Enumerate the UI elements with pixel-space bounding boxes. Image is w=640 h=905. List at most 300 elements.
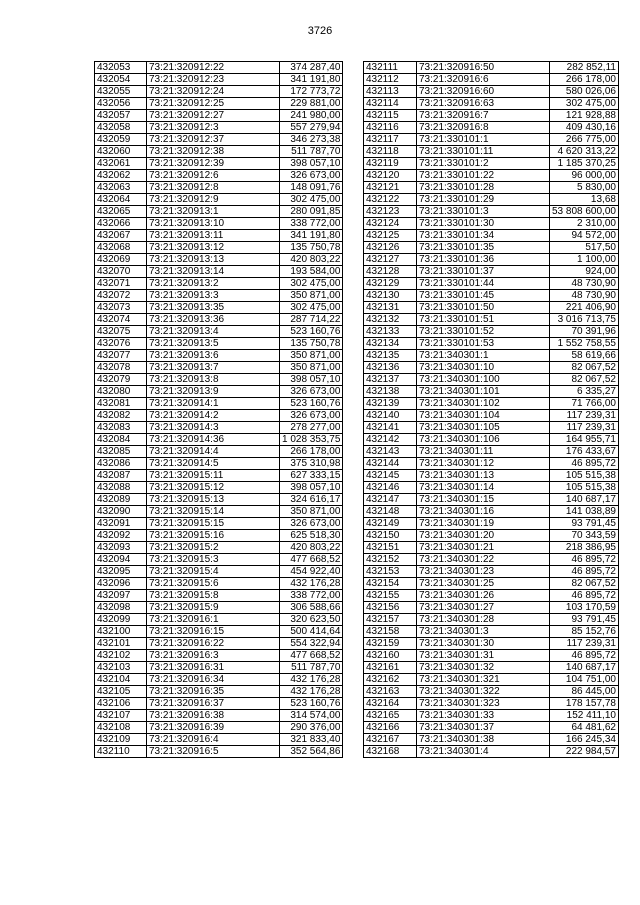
row-number-cell: 432141 [364,422,417,434]
table-row [364,602,619,614]
value-cell: 46 895,72 [550,650,619,662]
value-cell: 176 433,67 [550,446,619,458]
cadastral-number-cell: 73:21:320916:34 [147,674,280,686]
value-cell: 135 750,78 [280,242,343,254]
table-row [95,350,343,362]
row-number-cell: 432133 [364,326,417,338]
table-row [364,626,619,638]
cadastral-number-cell: 73:21:320915:15 [147,518,280,530]
row-number-cell: 432149 [364,518,417,530]
table-row [364,230,619,242]
cadastral-number-cell: 73:21:340301:11 [417,446,550,458]
row-number-cell: 432096 [95,578,147,590]
table-row [364,518,619,530]
cadastral-number-cell: 73:21:340301:21 [417,542,550,554]
cadastral-number-cell: 73:21:320914:36 [147,434,280,446]
cadastral-number-cell: 73:21:340301:15 [417,494,550,506]
value-cell: 352 564,86 [280,746,343,758]
row-number-cell: 432121 [364,182,417,194]
row-number-cell: 432107 [95,710,147,722]
value-cell: 166 245,34 [550,734,619,746]
value-cell: 302 475,00 [280,302,343,314]
table-row [95,518,343,530]
row-number-cell: 432072 [95,290,147,302]
row-number-cell: 432054 [95,74,147,86]
cadastral-number-cell: 73:21:330101:44 [417,278,550,290]
row-number-cell: 432081 [95,398,147,410]
row-number-cell: 432055 [95,86,147,98]
value-cell: 1 552 758,55 [550,338,619,350]
row-number-cell: 432083 [95,422,147,434]
table-row [364,326,619,338]
cadastral-number-cell: 73:21:330101:35 [417,242,550,254]
value-cell: 82 067,52 [550,362,619,374]
value-cell: 1 100,00 [550,254,619,266]
row-number-cell: 432131 [364,302,417,314]
row-number-cell: 432124 [364,218,417,230]
value-cell: 103 170,59 [550,602,619,614]
table-row [95,722,343,734]
value-cell: 346 273,38 [280,134,343,146]
row-number-cell: 432162 [364,674,417,686]
row-number-cell: 432094 [95,554,147,566]
row-number-cell: 432067 [95,230,147,242]
table-row [95,362,343,374]
table-row [364,530,619,542]
value-cell: 523 160,76 [280,698,343,710]
row-number-cell: 432125 [364,230,417,242]
table-row [95,98,343,110]
row-number-cell: 432139 [364,398,417,410]
right-table [363,61,619,758]
value-cell: 105 515,38 [550,482,619,494]
row-number-cell: 432134 [364,338,417,350]
table-row [364,194,619,206]
table-row [95,194,343,206]
row-number-cell: 432071 [95,278,147,290]
table-row [364,182,619,194]
row-number-cell: 432118 [364,146,417,158]
row-number-cell: 432104 [95,674,147,686]
value-cell: 302 475,00 [550,98,619,110]
value-cell: 321 833,40 [280,734,343,746]
row-number-cell: 432138 [364,386,417,398]
cadastral-number-cell: 73:21:320913:36 [147,314,280,326]
row-number-cell: 432103 [95,662,147,674]
cadastral-number-cell: 73:21:330101:1 [417,134,550,146]
table-row [364,86,619,98]
cadastral-number-cell: 73:21:340301:38 [417,734,550,746]
cadastral-number-cell: 73:21:320916:31 [147,662,280,674]
cadastral-number-cell: 73:21:320913:11 [147,230,280,242]
value-cell: 86 445,00 [550,686,619,698]
row-number-cell: 432130 [364,290,417,302]
cadastral-number-cell: 73:21:330101:53 [417,338,550,350]
row-number-cell: 432151 [364,542,417,554]
cadastral-number-cell: 73:21:340301:31 [417,650,550,662]
value-cell: 306 588,66 [280,602,343,614]
row-number-cell: 432136 [364,362,417,374]
table-row [364,554,619,566]
value-cell: 121 928,88 [550,110,619,122]
cadastral-number-cell: 73:21:320913:13 [147,254,280,266]
table-row [364,134,619,146]
page-number: 3726 [307,25,333,37]
row-number-cell: 432093 [95,542,147,554]
row-number-cell: 432157 [364,614,417,626]
table-row [95,170,343,182]
value-cell: 82 067,52 [550,578,619,590]
value-cell: 117 239,31 [550,638,619,650]
value-cell: 4 620 313,22 [550,146,619,158]
cadastral-number-cell: 73:21:320916:5 [147,746,280,758]
value-cell: 523 160,76 [280,326,343,338]
row-number-cell: 432127 [364,254,417,266]
value-cell: 93 791,45 [550,614,619,626]
cadastral-number-cell: 73:21:320915:11 [147,470,280,482]
cadastral-number-cell: 73:21:340301:12 [417,458,550,470]
cadastral-number-cell: 73:21:330101:28 [417,182,550,194]
cadastral-number-cell: 73:21:340301:26 [417,590,550,602]
table-row [364,278,619,290]
table-row [95,470,343,482]
value-cell: 290 376,00 [280,722,343,734]
cadastral-number-cell: 73:21:320913:4 [147,326,280,338]
value-cell: 627 333,15 [280,470,343,482]
table-row [364,266,619,278]
value-cell: 432 176,28 [280,674,343,686]
cadastral-number-cell: 73:21:320912:8 [147,182,280,194]
cadastral-number-cell: 73:21:340301:25 [417,578,550,590]
cadastral-number-cell: 73:21:320913:35 [147,302,280,314]
row-number-cell: 432073 [95,302,147,314]
value-cell: 1 028 353,75 [280,434,343,446]
table-row [364,458,619,470]
cadastral-number-cell: 73:21:320916:6 [417,74,550,86]
table-row [364,494,619,506]
row-number-cell: 432132 [364,314,417,326]
cadastral-number-cell: 73:21:340301:102 [417,398,550,410]
cadastral-number-cell: 73:21:340301:20 [417,530,550,542]
row-number-cell: 432113 [364,86,417,98]
table-row [95,662,343,674]
value-cell: 135 750,78 [280,338,343,350]
left-table [94,61,343,758]
table-row [95,158,343,170]
table-row [95,734,343,746]
cadastral-number-cell: 73:21:320915:16 [147,530,280,542]
row-number-cell: 432061 [95,158,147,170]
value-cell: 350 871,00 [280,290,343,302]
row-number-cell: 432152 [364,554,417,566]
value-cell: 432 176,28 [280,686,343,698]
table-row [95,62,343,74]
value-cell: 2 310,00 [550,218,619,230]
table-row [95,446,343,458]
cadastral-number-cell: 73:21:320912:22 [147,62,280,74]
table-row [364,74,619,86]
cadastral-number-cell: 73:21:320913:8 [147,374,280,386]
table-row [95,146,343,158]
row-number-cell: 432123 [364,206,417,218]
value-cell: 523 160,76 [280,398,343,410]
row-number-cell: 432089 [95,494,147,506]
row-number-cell: 432098 [95,602,147,614]
value-cell: 46 895,72 [550,566,619,578]
row-number-cell: 432148 [364,506,417,518]
row-number-cell: 432064 [95,194,147,206]
value-cell: 314 574,00 [280,710,343,722]
row-number-cell: 432084 [95,434,147,446]
value-cell: 341 191,80 [280,74,343,86]
row-number-cell: 432158 [364,626,417,638]
table-row [95,254,343,266]
row-number-cell: 432117 [364,134,417,146]
table-row [95,650,343,662]
table-row [364,434,619,446]
table-row [95,290,343,302]
cadastral-number-cell: 73:21:320916:7 [417,110,550,122]
row-number-cell: 432163 [364,686,417,698]
table-row [95,422,343,434]
cadastral-number-cell: 73:21:320915:2 [147,542,280,554]
value-cell: 178 157,78 [550,698,619,710]
cadastral-number-cell: 73:21:320912:23 [147,74,280,86]
value-cell: 82 067,52 [550,374,619,386]
cadastral-number-cell: 73:21:320913:12 [147,242,280,254]
cadastral-number-cell: 73:21:320913:1 [147,206,280,218]
table-row [364,374,619,386]
value-cell: 280 091,85 [280,206,343,218]
table-row [364,674,619,686]
row-number-cell: 432091 [95,518,147,530]
row-number-cell: 432126 [364,242,417,254]
cadastral-number-cell: 73:21:320916:38 [147,710,280,722]
value-cell: 141 038,89 [550,506,619,518]
row-number-cell: 432060 [95,146,147,158]
value-cell: 278 277,00 [280,422,343,434]
value-cell: 302 475,00 [280,278,343,290]
table-row [95,710,343,722]
table-row [95,638,343,650]
value-cell: 46 895,72 [550,590,619,602]
value-cell: 58 619,66 [550,350,619,362]
cadastral-number-cell: 73:21:320916:50 [417,62,550,74]
row-number-cell: 432099 [95,614,147,626]
value-cell: 71 766,00 [550,398,619,410]
table-row [364,206,619,218]
value-cell: 222 984,57 [550,746,619,758]
row-number-cell: 432059 [95,134,147,146]
cadastral-number-cell: 73:21:330101:45 [417,290,550,302]
cadastral-number-cell: 73:21:320914:1 [147,398,280,410]
row-number-cell: 432080 [95,386,147,398]
cadastral-number-cell: 73:21:340301:23 [417,566,550,578]
table-row [95,530,343,542]
value-cell: 193 584,00 [280,266,343,278]
row-number-cell: 432082 [95,410,147,422]
row-number-cell: 432129 [364,278,417,290]
table-row [364,302,619,314]
cadastral-number-cell: 73:21:320915:3 [147,554,280,566]
row-number-cell: 432111 [364,62,417,74]
table-row [95,242,343,254]
value-cell: 350 871,00 [280,506,343,518]
value-cell: 70 343,59 [550,530,619,542]
table-row [364,506,619,518]
cadastral-number-cell: 73:21:320914:4 [147,446,280,458]
cadastral-number-cell: 73:21:320913:3 [147,290,280,302]
row-number-cell: 432150 [364,530,417,542]
row-number-cell: 432155 [364,590,417,602]
table-row [95,398,343,410]
value-cell: 454 922,40 [280,566,343,578]
cadastral-number-cell: 73:21:320915:12 [147,482,280,494]
cadastral-number-cell: 73:21:320916:35 [147,686,280,698]
value-cell: 409 430,16 [550,122,619,134]
cadastral-number-cell: 73:21:320916:4 [147,734,280,746]
cadastral-number-cell: 73:21:320916:15 [147,626,280,638]
row-number-cell: 432161 [364,662,417,674]
cadastral-number-cell: 73:21:320913:14 [147,266,280,278]
value-cell: 924,00 [550,266,619,278]
table-row [95,578,343,590]
row-number-cell: 432100 [95,626,147,638]
value-cell: 625 518,30 [280,530,343,542]
table-row [364,710,619,722]
table-row [364,662,619,674]
row-number-cell: 432095 [95,566,147,578]
table-row [95,434,343,446]
cadastral-number-cell: 73:21:320915:8 [147,590,280,602]
row-number-cell: 432087 [95,470,147,482]
row-number-cell: 432156 [364,602,417,614]
row-number-cell: 432062 [95,170,147,182]
cadastral-number-cell: 73:21:320912:9 [147,194,280,206]
value-cell: 511 787,70 [280,662,343,674]
table-row [364,98,619,110]
row-number-cell: 432101 [95,638,147,650]
table-row [95,278,343,290]
value-cell: 93 791,45 [550,518,619,530]
cadastral-number-cell: 73:21:320914:5 [147,458,280,470]
row-number-cell: 432137 [364,374,417,386]
table-row [364,218,619,230]
value-cell: 477 668,52 [280,650,343,662]
value-cell: 326 673,00 [280,170,343,182]
table-row [95,566,343,578]
cadastral-number-cell: 73:21:320913:7 [147,362,280,374]
value-cell: 398 057,10 [280,158,343,170]
row-number-cell: 432135 [364,350,417,362]
cadastral-number-cell: 73:21:320913:9 [147,386,280,398]
table-row [95,626,343,638]
table-row [95,302,343,314]
row-number-cell: 432140 [364,410,417,422]
table-row [364,362,619,374]
value-cell: 350 871,00 [280,350,343,362]
table-row [95,266,343,278]
table-row [364,398,619,410]
value-cell: 85 152,76 [550,626,619,638]
value-cell: 398 057,10 [280,482,343,494]
row-number-cell: 432106 [95,698,147,710]
table-row [95,314,343,326]
table-row [364,746,619,758]
row-number-cell: 432112 [364,74,417,86]
value-cell: 164 955,71 [550,434,619,446]
table-row [364,422,619,434]
row-number-cell: 432069 [95,254,147,266]
value-cell: 420 803,22 [280,542,343,554]
cadastral-number-cell: 73:21:330101:11 [417,146,550,158]
row-number-cell: 432108 [95,722,147,734]
row-number-cell: 432079 [95,374,147,386]
value-cell: 140 687,17 [550,494,619,506]
cadastral-number-cell: 73:21:320915:13 [147,494,280,506]
table-row [95,482,343,494]
value-cell: 241 980,00 [280,110,343,122]
row-number-cell: 432165 [364,710,417,722]
row-number-cell: 432142 [364,434,417,446]
cadastral-number-cell: 73:21:340301:1 [417,350,550,362]
value-cell: 13,68 [550,194,619,206]
value-cell: 282 852,11 [550,62,619,74]
table-row [95,542,343,554]
value-cell: 326 673,00 [280,518,343,530]
value-cell: 53 808 600,00 [550,206,619,218]
cadastral-number-cell: 73:21:330101:52 [417,326,550,338]
value-cell: 320 623,50 [280,614,343,626]
cadastral-number-cell: 73:21:320916:3 [147,650,280,662]
table-row [364,578,619,590]
value-cell: 46 895,72 [550,554,619,566]
row-number-cell: 432122 [364,194,417,206]
table-row [95,86,343,98]
cadastral-number-cell: 73:21:320912:24 [147,86,280,98]
cadastral-number-cell: 73:21:340301:100 [417,374,550,386]
row-number-cell: 432077 [95,350,147,362]
table-row [364,698,619,710]
value-cell: 229 881,00 [280,98,343,110]
cadastral-number-cell: 73:21:320914:2 [147,410,280,422]
value-cell: 517,50 [550,242,619,254]
cadastral-number-cell: 73:21:330101:2 [417,158,550,170]
table-row [95,230,343,242]
table-row [95,674,343,686]
table-row [364,470,619,482]
value-cell: 6 335,27 [550,386,619,398]
value-cell: 218 386,95 [550,542,619,554]
value-cell: 46 895,72 [550,458,619,470]
table-row [364,170,619,182]
table-row [364,386,619,398]
row-number-cell: 432115 [364,110,417,122]
table-row [95,206,343,218]
cadastral-number-cell: 73:21:320916:39 [147,722,280,734]
table-row [95,506,343,518]
row-number-cell: 432105 [95,686,147,698]
row-number-cell: 432070 [95,266,147,278]
cadastral-number-cell: 73:21:320916:8 [417,122,550,134]
table-row [95,134,343,146]
value-cell: 152 411,10 [550,710,619,722]
row-number-cell: 432090 [95,506,147,518]
table-row [95,110,343,122]
cadastral-number-cell: 73:21:340301:106 [417,434,550,446]
value-cell: 266 775,00 [550,134,619,146]
table-row [95,122,343,134]
